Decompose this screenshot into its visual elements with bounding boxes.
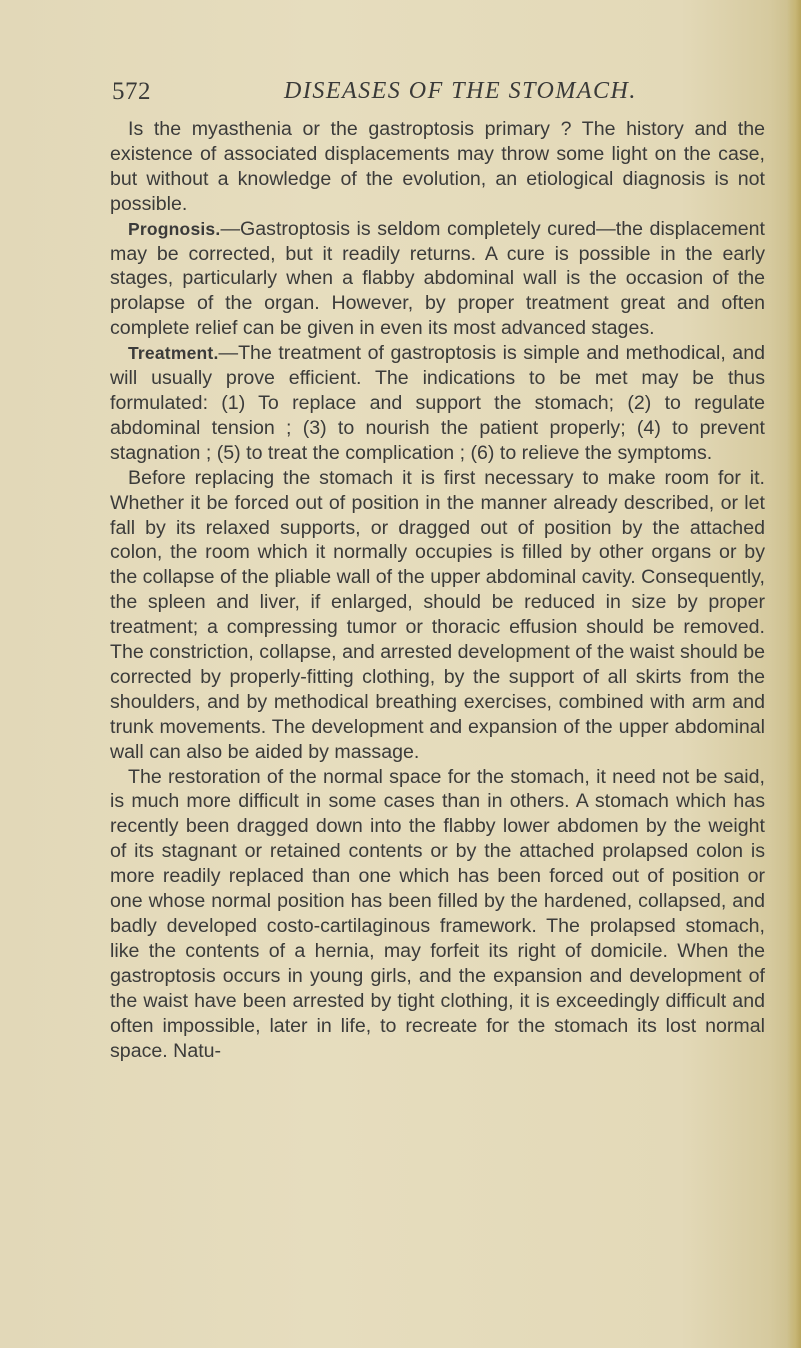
section-heading-treatment: Treatment. bbox=[128, 343, 219, 364]
paragraph-etiology bbox=[110, 117, 765, 217]
paragraph-text: —The treatment of gastroptosis is simple and methodical, and will usually prove efficient. The indications to be met may be thus formulated: (1) To replace and support the stomach; (2) to regulate abdominal tension ; (3) to nourish the patient properly; (4) to prevent stagnation ; (5) to treat the complication ; (6) to relieve the symptoms. bbox=[110, 342, 765, 464]
running-title: DISEASES OF THE STOMACH. bbox=[284, 78, 637, 104]
paragraph-text: Before replacing the stomach it is first necessary to make room for it. Whether it be forced out of position in the manner already described, or let fall by its relaxed supports, or dragged out of position by the attached colon, the room which it normally occupies is filled by other organs or by the collapse of the pliable wall of the upper abdominal cavity. Consequently, the spleen and liver, if enlarged, should be reduced in size by proper treatment; a compressing tumor or thoracic effusion should be removed. The constriction, collapse, and arrested development of the waist should be corrected by properly-fitting clothing, by the support of all skirts from the shoulders, and by methodical breathing exercises, combined with arm and trunk movements. The development and expansion of the upper abdominal wall can also be aided by massage. bbox=[110, 466, 765, 763]
paragraph-text: Is the myasthenia or the gastroptosis primary ? The history and the existence of associated displacements may throw some light on the case, but without a knowledge of the evolution, an etiological diagnosis is not possible. bbox=[110, 118, 765, 215]
page-number: 572 bbox=[112, 78, 151, 105]
paragraph-text: The restoration of the normal space for the stomach, it need not be said, is much more difficult in some cases than in others. A stomach which has recently been dragged down into the flabby lower abdomen by the weight of its stagnant or retained contents or by the attached prolapsed colon is more readily replaced than one which has been forced out of position or one whose normal position has been filled by the hardened, collapsed, and badly developed costo-cartilaginous framework. The prolapsed stomach, like the contents of a hernia, may forfeit its right of domicile. When the gastroptosis occurs in young girls, and the expansion and development of the waist have been arrested by tight clothing, it is exceedingly difficult and often impossible, later in life, to recreate for the stomach its lost normal space. Natu- bbox=[110, 765, 765, 1062]
section-heading-prognosis: Prognosis. bbox=[128, 218, 221, 239]
paragraph-restoration bbox=[110, 765, 765, 1064]
page-edge-shadow bbox=[787, 0, 801, 1348]
body-text bbox=[110, 117, 765, 1063]
paragraph-treatment bbox=[110, 341, 765, 466]
paragraph-prognosis bbox=[110, 217, 765, 342]
paragraph-text: —Gastroptosis is seldom completely cured—the displacement may be corrected, but it readily returns. A cure is possible in the early stages, particularly when a flabby abdominal wall is the occasion of the prolapse of the organ. However, by proper treatment great and often complete relief can be given in even its most advanced stages. bbox=[110, 217, 765, 340]
paragraph-replacing bbox=[110, 466, 765, 765]
running-head bbox=[112, 78, 752, 112]
